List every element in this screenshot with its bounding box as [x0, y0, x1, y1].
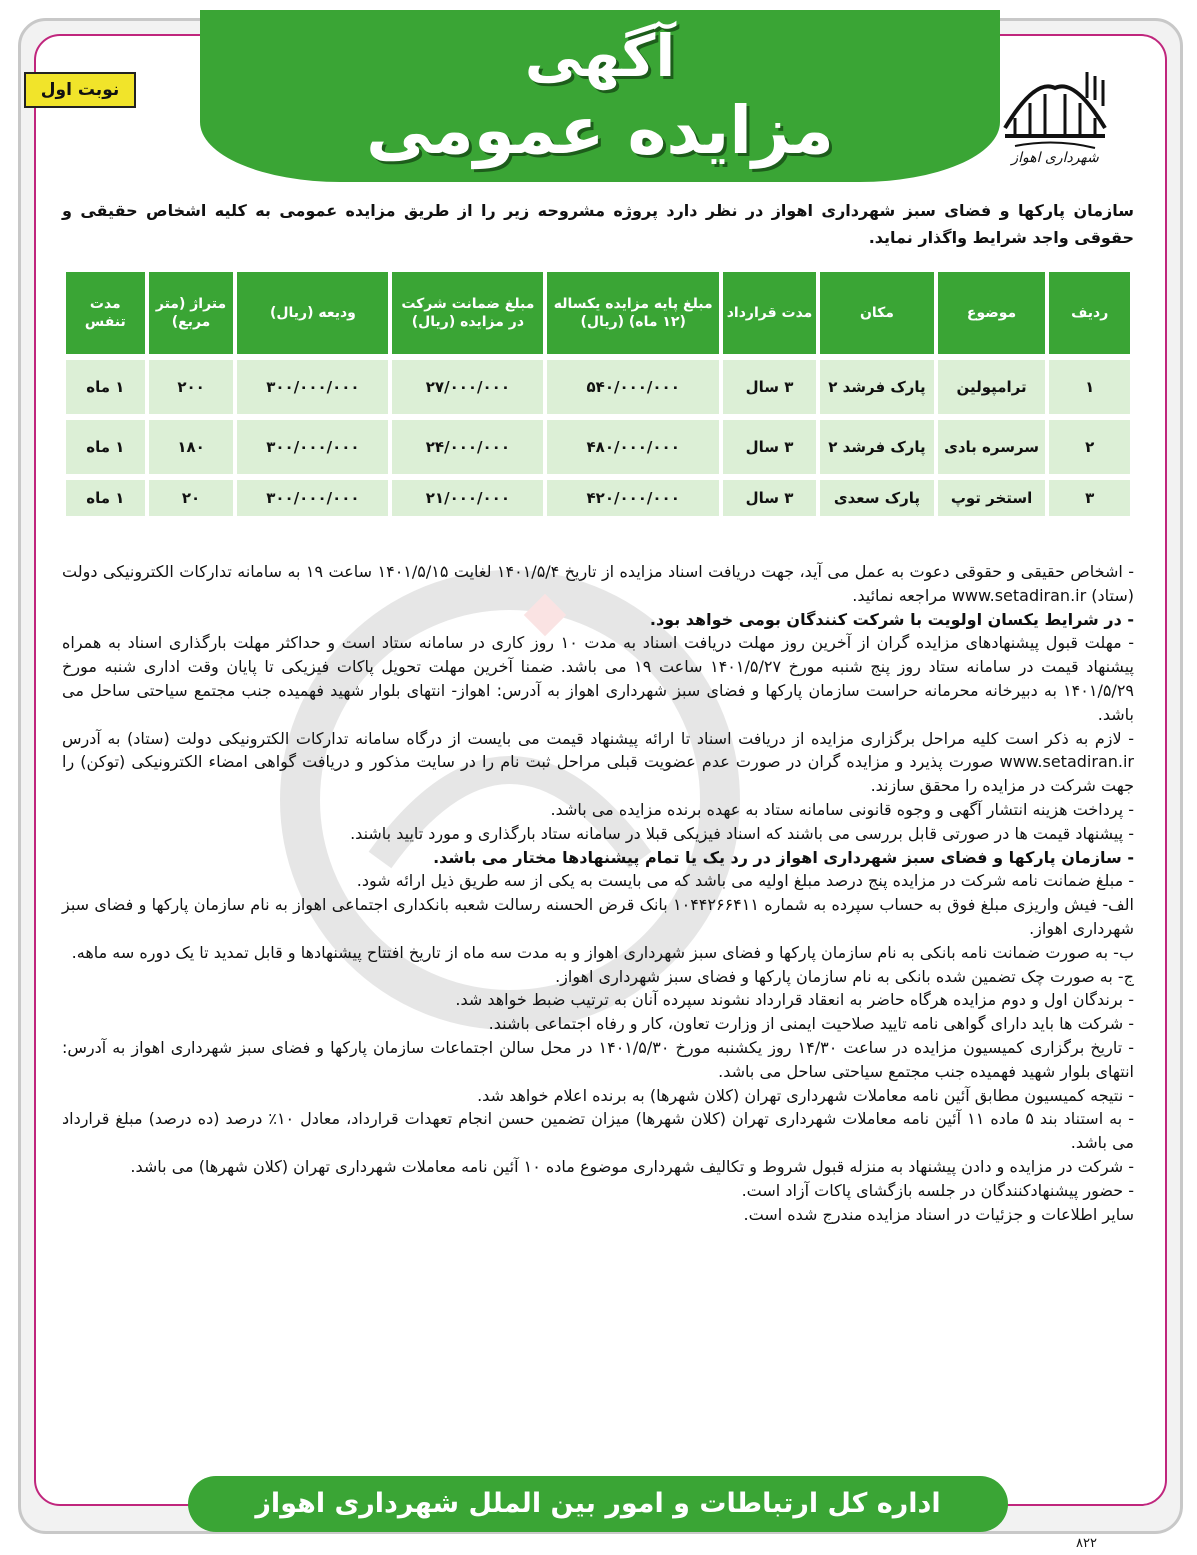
col-row-number: ردیف — [1049, 272, 1130, 354]
condition-paragraph: الف- فیش واریزی مبلغ فوق به حساب سپرده به شماره ۱۰۴۴۲۶۶۴۱۱ بانک قرض الحسنه رسالت شعبه بانکداری اجتماعی اهواز به نام سازمان پارکها و فضای سبز شهرداری اهواز. — [62, 895, 1134, 938]
condition-paragraph: - نتیجه کمیسیون مطابق آئین نامه معاملات شهرداری تهران (کلان شهرها) به برنده اعلام خواهد شد. — [477, 1085, 1134, 1105]
cell-area: ۲۰۰ — [149, 360, 234, 414]
condition-paragraph: - در شرایط یکسان اولویت با شرکت کنندگان بومی خواهد بود. — [649, 609, 1134, 629]
col-guarantee: مبلغ ضمانت شرکت در مزایده (ریال) — [392, 272, 543, 354]
cell-row-number: ۳ — [1049, 480, 1130, 516]
col-grace-period: مدت تنفس — [66, 272, 145, 354]
cell-area: ۱۸۰ — [149, 420, 234, 474]
table-row — [66, 360, 1130, 414]
cell-deposit: ۳۰۰/۰۰۰/۰۰۰ — [237, 480, 388, 516]
cell-grace-period: ۱ ماه — [66, 420, 145, 474]
condition-paragraph: - به استناد بند ۵ ماده ۱۱ آئین نامه معاملات شهرداری تهران (کلان شهرها) میزان تضمین حسن انجام تعهدات قرارداد، معادل ۱۰٪ درصد (ده درصد) مبلغ قرارداد می باشد. — [62, 1109, 1135, 1153]
condition-paragraph: - برندگان اول و دوم مزایده هرگاه حاضر به انعقاد قرارداد نشوند سپرده آنان به ترتیب ضبط خواهد شد. — [455, 990, 1134, 1010]
auction-table — [62, 266, 1134, 522]
table-header-row — [66, 272, 1130, 354]
cell-guarantee: ۲۴/۰۰۰/۰۰۰ — [392, 420, 543, 474]
condition-paragraph: - مبلغ ضمانت نامه شرکت در مزایده پنج درصد مبلغ اولیه می باشد که می بایست به یکی از سه طریق ذیل ارائه شود. — [356, 871, 1134, 891]
col-deposit: ودیعه (ریال) — [237, 272, 388, 354]
cell-area: ۲۰ — [149, 480, 234, 516]
cell-row-number: ۱ — [1049, 360, 1130, 414]
condition-paragraph: - پرداخت هزینه انتشار آگهی و وجوه قانونی سامانه ستاد به عهده برنده مزایده می باشد. — [550, 799, 1134, 819]
condition-paragraph: - حضور پیشنهادکنندگان در جلسه بازگشای پاکات آزاد است. — [741, 1180, 1134, 1200]
cell-contract-period: ۳ سال — [723, 420, 816, 474]
cell-base-price: ۴۲۰/۰۰۰/۰۰۰ — [547, 480, 719, 516]
cell-grace-period: ۱ ماه — [66, 360, 145, 414]
turn-badge: نوبت اول — [24, 72, 136, 108]
cell-guarantee: ۲۱/۰۰۰/۰۰۰ — [392, 480, 543, 516]
cell-row-number: ۲ — [1049, 420, 1130, 474]
ad-code: ۸۲۲ — [1076, 1536, 1097, 1551]
cell-location: پارک فرشد ۲ — [820, 360, 934, 414]
cell-contract-period: ۳ سال — [723, 360, 816, 414]
col-contract-period: مدت قرارداد — [723, 272, 816, 354]
col-base-price: مبلغ پایه مزایده یکساله (۱۲ ماه) (ریال) — [547, 272, 719, 354]
cell-contract-period: ۳ سال — [723, 480, 816, 516]
cell-subject: استخر توپ — [938, 480, 1046, 516]
cell-location: پارک فرشد ۲ — [820, 420, 934, 474]
col-subject: موضوع — [938, 272, 1046, 354]
cell-subject: سرسره بادی — [938, 420, 1046, 474]
footer-text: اداره کل ارتباطات و امور بین الملل شهرداری اهواز — [255, 1488, 941, 1519]
condition-paragraph: - پیشنهاد قیمت ها در صورتی قابل بررسی می باشند که اسناد فیزیکی قبلا در سامانه ستاد بارگذاری و مورد تایید باشند. — [350, 823, 1134, 843]
header-title-line2: مزایده عمومی — [366, 92, 834, 169]
cell-grace-period: ۱ ماه — [66, 480, 145, 516]
col-location: مکان — [820, 272, 934, 354]
condition-paragraph: - سازمان پارکها و فضای سبز شهرداری اهواز در رد یک یا تمام پیشنهادها مختار می باشد. — [433, 847, 1134, 867]
header-title-line1: آگهی — [524, 22, 676, 90]
cell-subject: ترامپولین — [938, 360, 1046, 414]
condition-paragraph: سایر اطلاعات و جزئیات در اسناد مزایده مندرج شده است. — [743, 1204, 1134, 1224]
intro-paragraph: سازمان پارکها و فضای سبز شهرداری اهواز در نظر دارد پروژه مشروحه زیر را از طریق مزایده عمومی به کلیه اشخاص حقیقی و حقوقی واجد شرایط واگذار نماید. — [62, 201, 1134, 247]
cell-guarantee: ۲۷/۰۰۰/۰۰۰ — [392, 360, 543, 414]
condition-paragraph: - لازم به ذکر است کلیه مراحل برگزاری مزایده از دریافت اسناد تا ارائه پیشنهاد قیمت می بایست از درگاه سامانه تدارکات الکترونیکی دولت (ستاد) به آدرس www.setadiran.ir صورت پذیرد و مزایده گران در صورت عدم عضویت قبلی مراحل ثبت نام را در سایت مذکور و دریافت گواهی امضاء الکترونیکی (توکن) را جهت شرکت در مزایده را محقق سازند. — [62, 728, 1134, 796]
condition-paragraph: - اشخاص حقیقی و حقوقی دعوت به عمل می آید، جهت دریافت اسناد مزایده از تاریخ ۱۴۰۱/۵/۴ لغایت ۱۴۰۱/۵/۱۵ ساعت ۱۹ به سامانه تدارکات الکترونیکی دولت (ستاد) www.setadiran.ir مراجعه نمائید. — [62, 562, 1134, 605]
condition-paragraph: - شرکت در مزایده و دادن پیشنهاد به منزله قبول شروط و تکالیف شهرداری موضوع ماده ۱۰ آئین نامه معاملات شهرداری تهران (کلان شهرها) می باشد. — [130, 1156, 1134, 1176]
condition-paragraph: ب- به صورت ضمانت نامه بانکی به نام سازمان پارکها و فضای سبز شهرداری اهواز و به مدت سه ماه از تاریخ افتتاح پیشنهادها و قابل تمدید تا یک دوره سه ماهه. — [71, 942, 1134, 962]
cell-base-price: ۵۴۰/۰۰۰/۰۰۰ — [547, 360, 719, 414]
table-row — [66, 420, 1130, 474]
cell-deposit: ۳۰۰/۰۰۰/۰۰۰ — [237, 420, 388, 474]
condition-paragraph: - تاریخ برگزاری کمیسیون مزایده در ساعت ۱۴/۳۰ روز یکشنبه مورخ ۱۴۰۱/۵/۳۰ در محل سالن اجتماعات سازمان پارکها و فضای سبز شهرداری اهواز به آدرس: انتهای بلوار شهید فهمیده جنب مجتمع سیاحتی ساحل می باشد. — [62, 1037, 1134, 1081]
cell-location: پارک سعدی — [820, 480, 934, 516]
cell-deposit: ۳۰۰/۰۰۰/۰۰۰ — [237, 360, 388, 414]
table-row — [66, 480, 1130, 516]
condition-paragraph: - مهلت قبول پیشنهادهای مزایده گران از آخرین روز مهلت دریافت اسناد به مدت ۱۰ روز کاری در سامانه ستاد است و حداکثر مهلت بارگذاری اسناد به همراه پیشنهاد قیمت در سامانه ستاد روز پنج شنبه مورخ ۱۴۰۱/۵/۲۷ ساعت ۱۹ می باشد. ضمنا آخرین مهلت تحویل پاکات فیزیکی تا پایان وقت اداری شنبه مورخ ۱۴۰۱/۵/۲۹ به دبیرخانه محرمانه حراست سازمان پارکها و فضای سبز شهرداری اهواز به آدرس: اهواز- انتهای بلوار شهید فهمیده جنب مجتمع سیاحتی ساحل می باشد. — [62, 633, 1135, 724]
conditions-text — [62, 560, 1134, 1226]
condition-paragraph: - شرکت ها باید دارای گواهی نامه تایید صلاحیت ایمنی از وزارت تعاون، کار و رفاه اجتماعی باشند. — [488, 1014, 1134, 1034]
col-area: متراژ (متر مربع) — [149, 272, 234, 354]
logo-caption: شهرداری اهواز — [1011, 150, 1099, 166]
cell-base-price: ۴۸۰/۰۰۰/۰۰۰ — [547, 420, 719, 474]
condition-paragraph: ج- به صورت چک تضمین شده بانکی به نام سازمان پارکها و فضای سبز شهرداری اهواز. — [555, 966, 1134, 986]
